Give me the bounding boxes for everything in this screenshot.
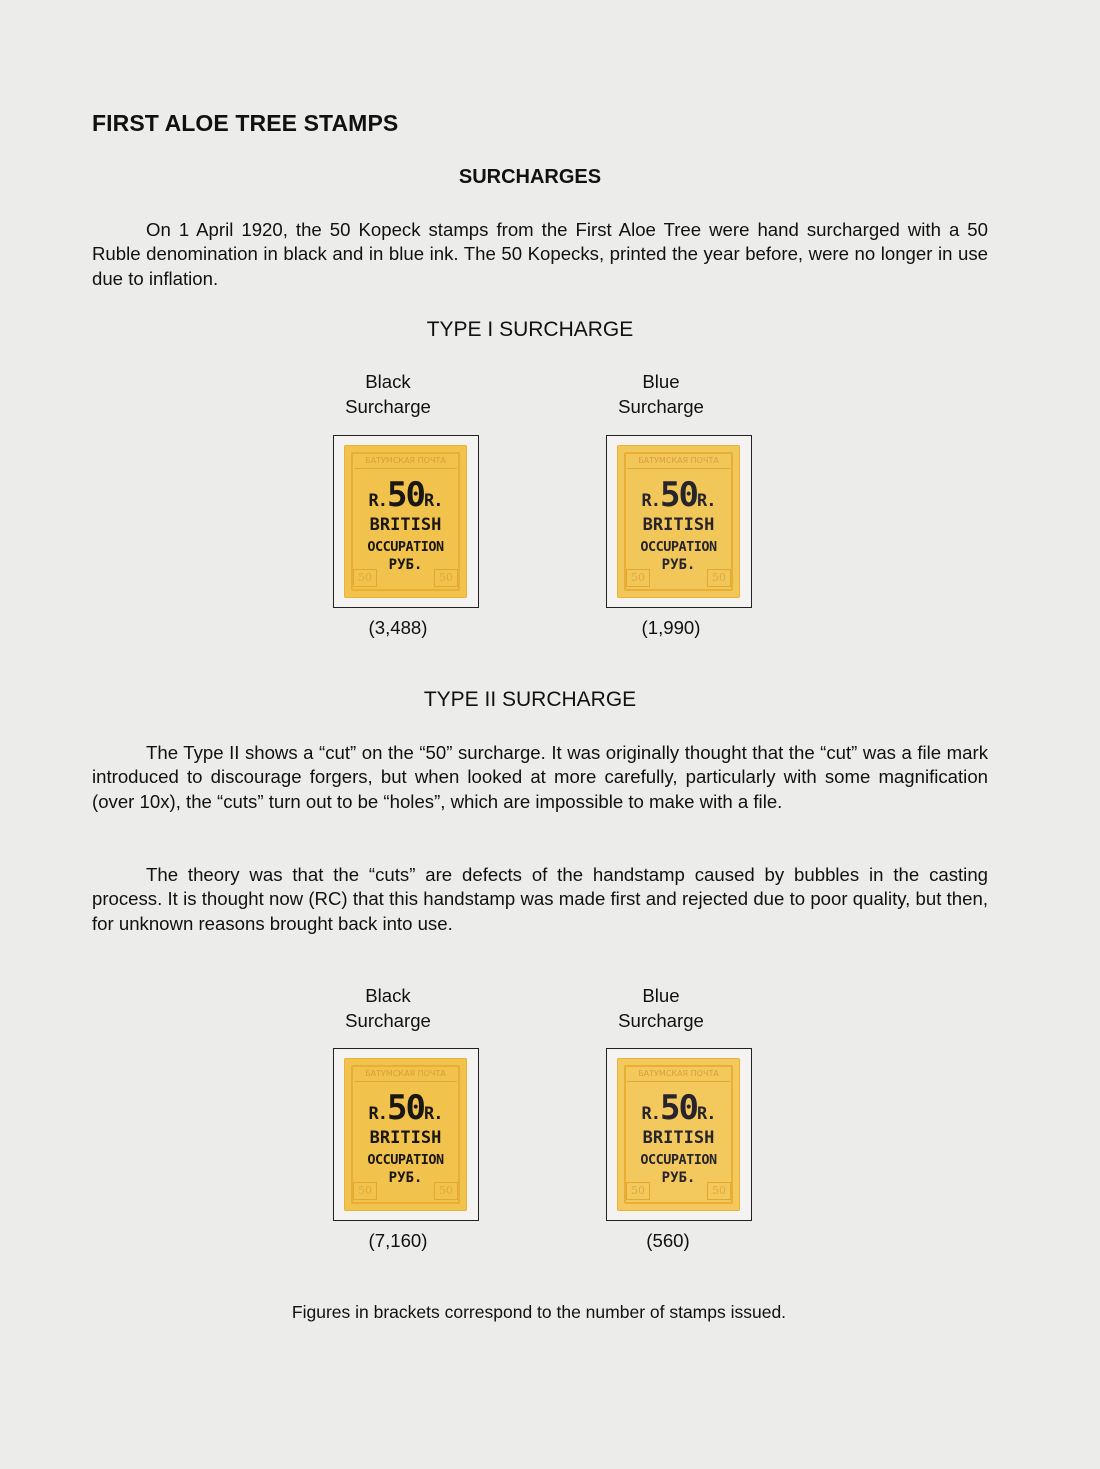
stamp-corner-left: 50	[626, 569, 650, 587]
type1-heading: TYPE I SURCHARGE	[426, 318, 634, 341]
overprint-rub: РУБ.	[388, 557, 423, 573]
label-line2: Surcharge	[618, 1009, 704, 1031]
overprint-number: 50	[387, 1088, 424, 1128]
overprint-value	[344, 475, 467, 515]
overprint-occupation: OCCUPATION	[640, 1152, 717, 1168]
type2-paragraph-1-text: The Type II shows a “cut” on the “50” surcharge. It was originally thought that the “cut” was a file mark introduced to discourage forgers, but when looked at more carefully, particularly with some magnification (over 10x), the “cuts” turn out to be “holes”, which are impossible to make with a file.	[92, 742, 988, 812]
overprint-rub: РУБ.	[388, 1170, 423, 1186]
type1-black-count: (3,488)	[368, 617, 428, 638]
overprint-occupation: OCCUPATION	[640, 539, 717, 555]
overprint-british: BRITISH	[369, 515, 442, 535]
overprint-occupation: OCCUPATION	[367, 1152, 444, 1168]
overprint-value	[617, 1088, 740, 1128]
overprint-occupation: OCCUPATION	[367, 539, 444, 555]
overprint-prefix: R.	[641, 1104, 661, 1124]
stamp-header: БАТУМСКАЯ ПОЧТА	[627, 454, 730, 469]
overprint-rub: РУБ.	[661, 1170, 696, 1186]
type2-blue-count: (560)	[646, 1230, 690, 1251]
section-heading: SURCHARGES	[458, 166, 602, 188]
intro-paragraph-text: On 1 April 1920, the 50 Kopeck stamps from the First Aloe Tree were hand surcharged with a 50 Ruble denomination in black and in blue ink. The 50 Kopecks, printed the year before, were no longer in use due to inflation.	[92, 219, 988, 289]
type2-black-count: (7,160)	[368, 1230, 428, 1251]
footnote: Figures in brackets correspond to the number of stamps issued.	[291, 1302, 787, 1322]
overprint-suffix: R.	[423, 1104, 443, 1124]
stamp-corner-left: 50	[626, 1182, 650, 1200]
label-line1: Blue	[642, 985, 680, 1006]
stamp-header: БАТУМСКАЯ ПОЧТА	[354, 1067, 457, 1082]
type2-paragraph-1	[92, 741, 988, 814]
type2-paragraph-2	[92, 863, 988, 936]
overprint-suffix: R.	[696, 491, 716, 511]
type2-heading: TYPE II SURCHARGE	[423, 688, 637, 711]
overprint-suffix: R.	[696, 1104, 716, 1124]
label-line2: Surcharge	[345, 1009, 431, 1031]
type1-blue-label	[581, 370, 741, 419]
type1-blue-count: (1,990)	[641, 617, 701, 638]
stamp-corner-right: 50	[707, 569, 731, 587]
overprint-british: BRITISH	[642, 1128, 715, 1148]
overprint-suffix: R.	[423, 491, 443, 511]
overprint-number: 50	[387, 475, 424, 515]
overprint-value	[617, 475, 740, 515]
type1-black-stamp	[333, 435, 479, 608]
type1-black-label	[308, 370, 468, 419]
overprint-british: BRITISH	[369, 1128, 442, 1148]
label-line1: Black	[365, 985, 411, 1006]
overprint-british: BRITISH	[642, 515, 715, 535]
type2-blue-stamp	[606, 1048, 752, 1221]
overprint-prefix: R.	[368, 491, 388, 511]
type1-blue-stamp	[606, 435, 752, 608]
overprint-prefix: R.	[641, 491, 661, 511]
stamp-corner-left: 50	[353, 1182, 377, 1200]
label-line2: Surcharge	[618, 395, 704, 417]
overprint-prefix: R.	[368, 1104, 388, 1124]
stamp-image	[617, 445, 740, 598]
type2-blue-label	[581, 984, 741, 1033]
stamp-image	[344, 1058, 467, 1211]
label-line2: Surcharge	[345, 395, 431, 417]
overprint-rub: РУБ.	[661, 557, 696, 573]
stamp-image	[617, 1058, 740, 1211]
stamp-corner-left: 50	[353, 569, 377, 587]
intro-paragraph	[92, 218, 988, 291]
label-line1: Black	[365, 371, 411, 392]
label-line1: Blue	[642, 371, 680, 392]
page-title: FIRST ALOE TREE STAMPS	[92, 110, 399, 136]
stamp-corner-right: 50	[434, 569, 458, 587]
overprint-number: 50	[660, 475, 697, 515]
stamp-corner-right: 50	[707, 1182, 731, 1200]
overprint-number: 50	[660, 1088, 697, 1128]
type2-paragraph-2-text: The theory was that the “cuts” are defects of the handstamp caused by bubbles in the casting process. It is thought now (RC) that this handstamp was made first and rejected due to poor quality, but then, for unknown reasons brought back into use.	[92, 864, 988, 934]
stamp-image	[344, 445, 467, 598]
stamp-corner-right: 50	[434, 1182, 458, 1200]
type2-black-stamp	[333, 1048, 479, 1221]
type2-black-label	[308, 984, 468, 1033]
overprint-value	[344, 1088, 467, 1128]
stamp-header: БАТУМСКАЯ ПОЧТА	[627, 1067, 730, 1082]
stamp-header: БАТУМСКАЯ ПОЧТА	[354, 454, 457, 469]
